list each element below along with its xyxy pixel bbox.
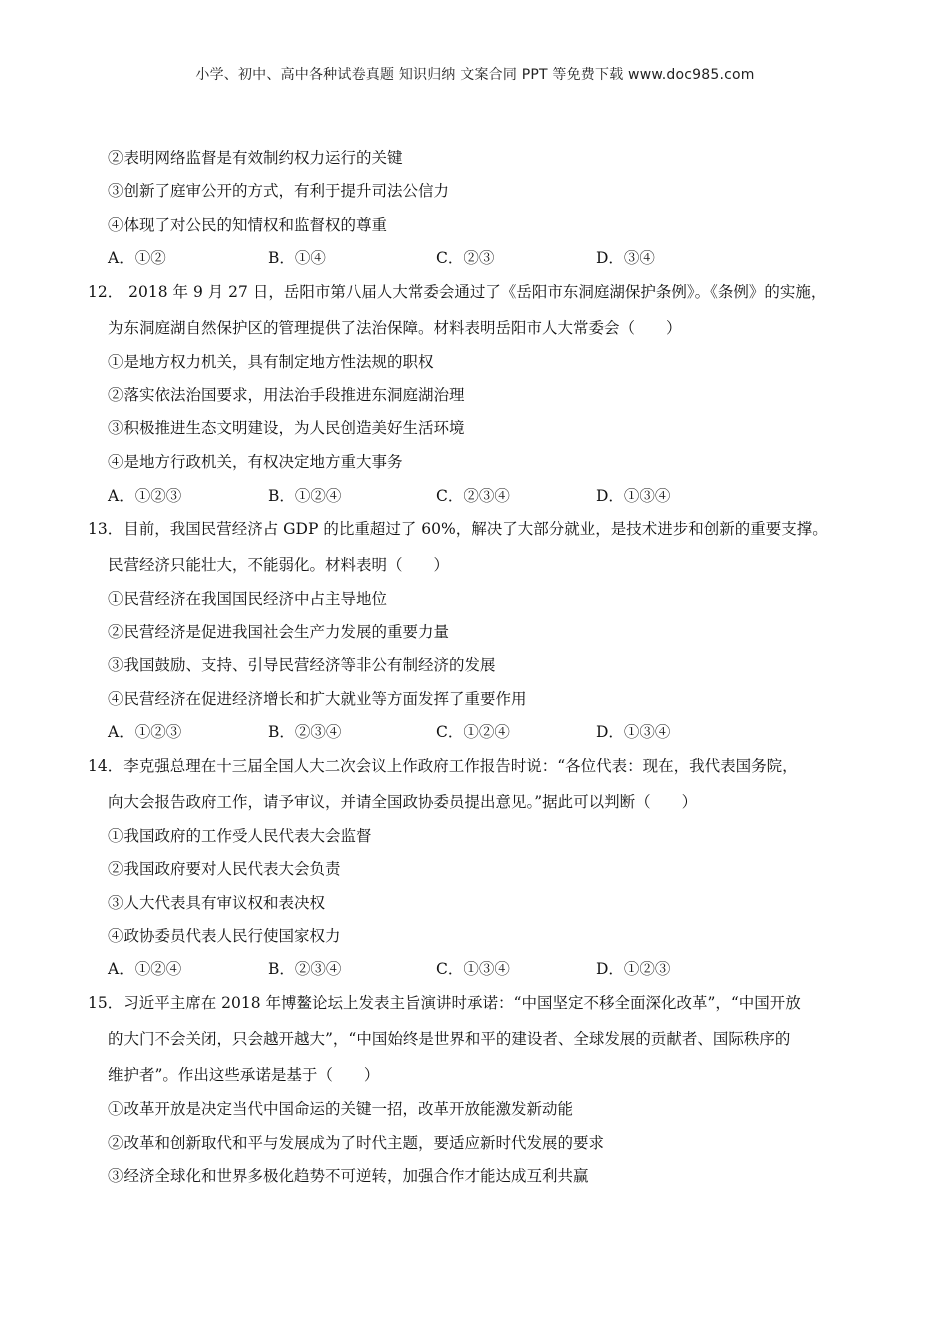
- q13-stem-line-1: 13．目前，我国民营经济占 GDP 的比重超过了 60%，解决了大部分就业，是技术进步和创新的重要支撑。: [88, 520, 828, 538]
- q13-stem-line-2: 民营经济只能壮大，不能弱化。材料表明（ ）: [108, 556, 450, 574]
- q13-option-a: A．①②③: [108, 723, 182, 741]
- q15-item-1: ①改革开放是决定当代中国命运的关键一招，改革开放能激发新动能: [108, 1100, 574, 1118]
- q12-option-d: D．①③④: [596, 487, 671, 505]
- q12-option-a: A．①②③: [108, 487, 182, 505]
- q13-item-1: ①民营经济在我国国民经济中占主导地位: [108, 590, 388, 608]
- q13-item-4: ④民营经济在促进经济增长和扩大就业等方面发挥了重要作用: [108, 690, 527, 708]
- q14-item-1: ①我国政府的工作受人民代表大会监督: [108, 827, 372, 845]
- q12-stem-line-1: 12． 2018 年 9 月 27 日，岳阳市第八届人大常委会通过了《岳阳市东洞庭湖保护条例》。《条例》的实施，: [88, 283, 827, 301]
- q15-stem-line-3: 维护者”。作出这些承诺是基于（ ）: [108, 1066, 380, 1084]
- q11-item-3: ③创新了庭审公开的方式，有利于提升司法公信力: [108, 182, 450, 200]
- q12-item-2: ②落实依法治国要求，用法治手段推进东洞庭湖治理: [108, 386, 465, 404]
- q12-item-4: ④是地方行政机关，有权决定地方重大事务: [108, 453, 403, 471]
- q11-item-2: ②表明网络监督是有效制约权力运行的关键: [108, 149, 403, 167]
- q13-option-d: D．①③④: [596, 723, 671, 741]
- q14-option-c: C．①③④: [436, 960, 510, 978]
- q13-item-3: ③我国鼓励、支持、引导民营经济等非公有制经济的发展: [108, 656, 496, 674]
- page-header: 小学、初中、高中各种试卷真题 知识归纳 文案合同 PPT 等免费下载 www.doc985.com: [195, 67, 755, 83]
- q12-item-1: ①是地方权力机关，具有制定地方性法规的职权: [108, 353, 434, 371]
- q13-option-c: C．①②④: [436, 723, 510, 741]
- q14-stem-line-1: 14．李克强总理在十三届全国人大二次会议上作政府工作报告时说：“各位代表：现在，我代表国务院，: [88, 757, 798, 775]
- q11-option-a: A．①②: [108, 249, 166, 267]
- q13-item-2: ②民营经济是促进我国社会生产力发展的重要力量: [108, 623, 450, 641]
- q15-item-2: ②改革和创新取代和平与发展成为了时代主题，要适应新时代发展的要求: [108, 1134, 605, 1152]
- q15-stem-line-2: 的大门不会关闭，只会越开越大”，“中国始终是世界和平的建设者、全球发展的贡献者、国际秩序的: [108, 1030, 791, 1048]
- q12-stem-line-2: 为东洞庭湖自然保护区的管理提供了法治保障。材料表明岳阳市人大常委会（ ）: [108, 319, 682, 337]
- q14-option-b: B．②③④: [268, 960, 342, 978]
- q11-option-d: D．③④: [596, 249, 655, 267]
- q14-item-3: ③人大代表具有审议权和表决权: [108, 894, 326, 912]
- q14-option-a: A．①②④: [108, 960, 182, 978]
- q14-item-4: ④政协委员代表人民行使国家权力: [108, 927, 341, 945]
- q12-item-3: ③积极推进生态文明建设，为人民创造美好生活环境: [108, 419, 465, 437]
- q12-option-b: B．①②④: [268, 487, 342, 505]
- q11-option-c: C．②③: [436, 249, 495, 267]
- q15-stem-line-1: 15．习近平主席在 2018 年博鳌论坛上发表主旨演讲时承诺：“中国坚定不移全面深化改革”，“中国开放: [88, 994, 801, 1012]
- q11-item-4: ④体现了对公民的知情权和监督权的尊重: [108, 216, 388, 234]
- q15-item-3: ③经济全球化和世界多极化趋势不可逆转，加强合作才能达成互利共赢: [108, 1167, 589, 1185]
- q12-option-c: C．②③④: [436, 487, 510, 505]
- q11-option-b: B．①④: [268, 249, 326, 267]
- q14-item-2: ②我国政府要对人民代表大会负责: [108, 860, 341, 878]
- q13-option-b: B．②③④: [268, 723, 342, 741]
- q14-stem-line-2: 向大会报告政府工作，请予审议，并请全国政协委员提出意见。”据此可以判断（ ）: [108, 793, 698, 811]
- q14-option-d: D．①②③: [596, 960, 671, 978]
